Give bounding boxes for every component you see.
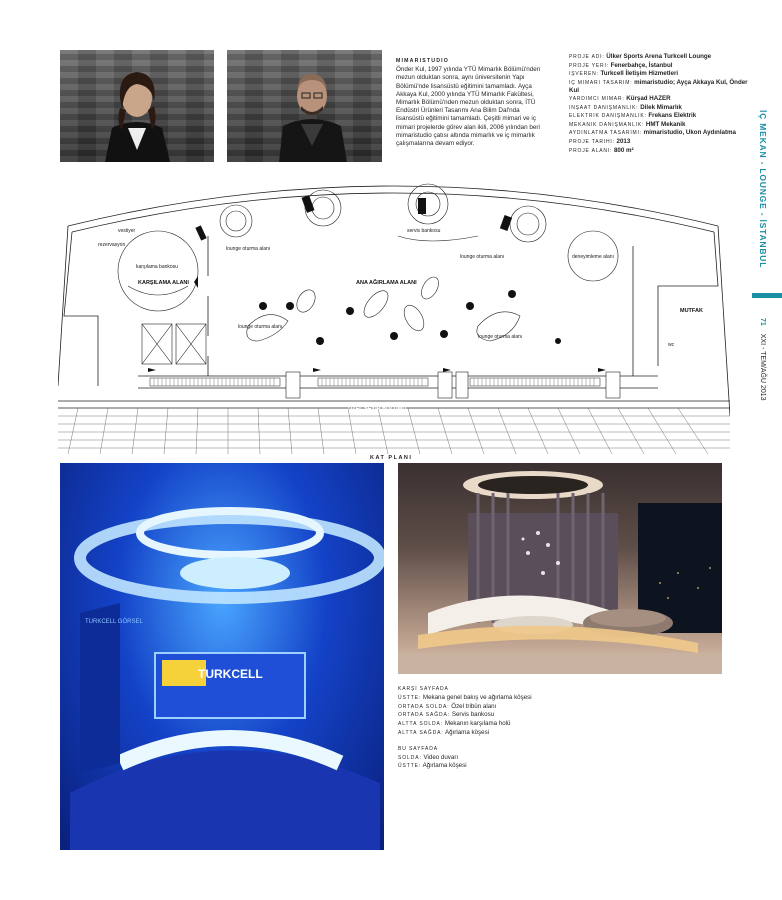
caption-item: ORTADA SAĞDA: Servis bankosu xyxy=(398,711,495,719)
caption-item: ÜSTTE: Ağırlama köşesi xyxy=(398,762,467,770)
credit-row: YARDIMCI MIMAR: Kürşad HAZER xyxy=(569,94,671,102)
plan-label-rezervasyon: rezervasyon xyxy=(98,242,126,248)
plan-label-karsilama: KARŞILAMA ALANI xyxy=(138,280,189,286)
caption-item: ÜSTTE: Mekana genel bakış ve ağırlama köşesi xyxy=(398,693,532,701)
credit-row: INŞAAT DANIŞMANLIK: Dilek Mimarlık xyxy=(569,103,682,111)
plan-label-servis: servis bankosu xyxy=(407,228,441,234)
caption-heading-this: BU SAYFADA xyxy=(398,745,439,752)
credit-row: IŞVEREN: Turkcell İletişim Hizmetleri xyxy=(569,70,679,78)
plan-label-karsilama-bankosu: karşılama bankosu xyxy=(136,264,178,270)
section-tab-marker xyxy=(752,293,782,298)
plan-label-lounge-3: lounge oturma alanı xyxy=(238,324,283,330)
credit-row: MEKANIK DANIŞMANLIK: HMT Mekanik xyxy=(569,120,686,128)
issue-label: XXI - TEM/AĞU 2013 xyxy=(759,333,766,401)
photo-video-wall xyxy=(60,463,384,850)
plan-label-wc: wc xyxy=(668,342,675,348)
issue-running-footer xyxy=(759,318,766,401)
plan-caption: KAT PLANI xyxy=(370,455,413,461)
plan-label-mutfak: MUTFAK xyxy=(680,308,703,314)
turkcell-wall-text: TURKCELL GÖRSEL xyxy=(85,619,143,625)
bio-heading: MIMARISTUDIO xyxy=(396,58,450,64)
photo-captions xyxy=(398,686,618,771)
credit-row: ELEKTRIK DANIŞMANLIK: Frekans Elektrik xyxy=(569,112,697,120)
caption-item: SOLDA: Video duvarı xyxy=(398,753,459,761)
caption-item: ORTADA SOLDA: Özel tribün alanı xyxy=(398,702,497,710)
plan-label-lounge-1: lounge oturma alanı xyxy=(226,246,271,252)
section-running-header: İÇ MEKAN - LOUNGE - İSTANBUL xyxy=(758,110,768,269)
plan-label-deneyimleme: deneyimleme alanı xyxy=(572,254,614,260)
credit-row: PROJE ADI: Ülker Sports Arena Turkcell Lounge xyxy=(569,53,712,60)
caption-heading-opposite: KARŞI SAYFADA xyxy=(398,686,449,692)
portrait-ayca-akkaya-kul xyxy=(60,50,214,162)
architect-bio xyxy=(396,57,549,148)
turkcell-logo: TURKCELL xyxy=(198,667,263,681)
page-number: 71 xyxy=(759,318,766,326)
portrait-onder-kul xyxy=(227,50,382,162)
credit-row: AYDINLATMA TASARIMI: mimaristudio, Ukon Aydınlatma xyxy=(569,129,736,137)
bio-text: Önder Kul, 1997 yılında YTÜ Mimarlık Bölümü'nden mezun olduktan sonra, aynı üniversitenin Yapı Bölümü'nde lisansüstü eğitimini tamamladı. Ayça Akkaya Kul, 2000 yılında YTÜ Mimarlık Fakültesi, Mimarlık Bölümü'nden mezun olduktan sonra, İTÜ Endüstri Ürünleri Tasarımı Ana Bilim Dal'nda lisansüstü eğitimini tamamladı. Çeşitli mimari ve iç mimari projelerde görev alan ikili, 2006 yılından beri mimaristudio çatısı altında mimarlık ve iç mimarlık çalışmalarına devam ediyor. xyxy=(396,66,541,148)
floor-plan xyxy=(58,176,730,454)
caption-item: ALTTA SAĞDA: Ağırlama köşesi xyxy=(398,728,490,736)
photo-lounge-corner xyxy=(398,463,722,674)
plan-label-ozel: ÖZEL SEYİR BÖLÜMÜ xyxy=(348,406,407,412)
project-credits xyxy=(569,53,749,155)
credit-row: IÇ MIMARI TASARIM: mimaristudio; Ayça Akkaya Kul, Önder Kul xyxy=(569,78,748,95)
plan-label-lounge-4: lounge oturma alanı xyxy=(478,334,523,340)
plan-label-vestiyer: vestiyer xyxy=(118,228,136,234)
plan-label-ana: ANA AĞIRLAMA ALANI xyxy=(356,280,417,286)
plan-label-lounge-2: lounge oturma alanı xyxy=(460,254,505,260)
credit-row: PROJE TARIHI: 2013 xyxy=(569,137,631,145)
credit-row: PROJE YERI: Fenerbahçe, İstanbul xyxy=(569,61,673,69)
credit-row: PROJE ALANI: 800 m² xyxy=(569,146,634,154)
caption-item: ALTTA SOLDA: Mekanın karşılama holü xyxy=(398,720,511,728)
